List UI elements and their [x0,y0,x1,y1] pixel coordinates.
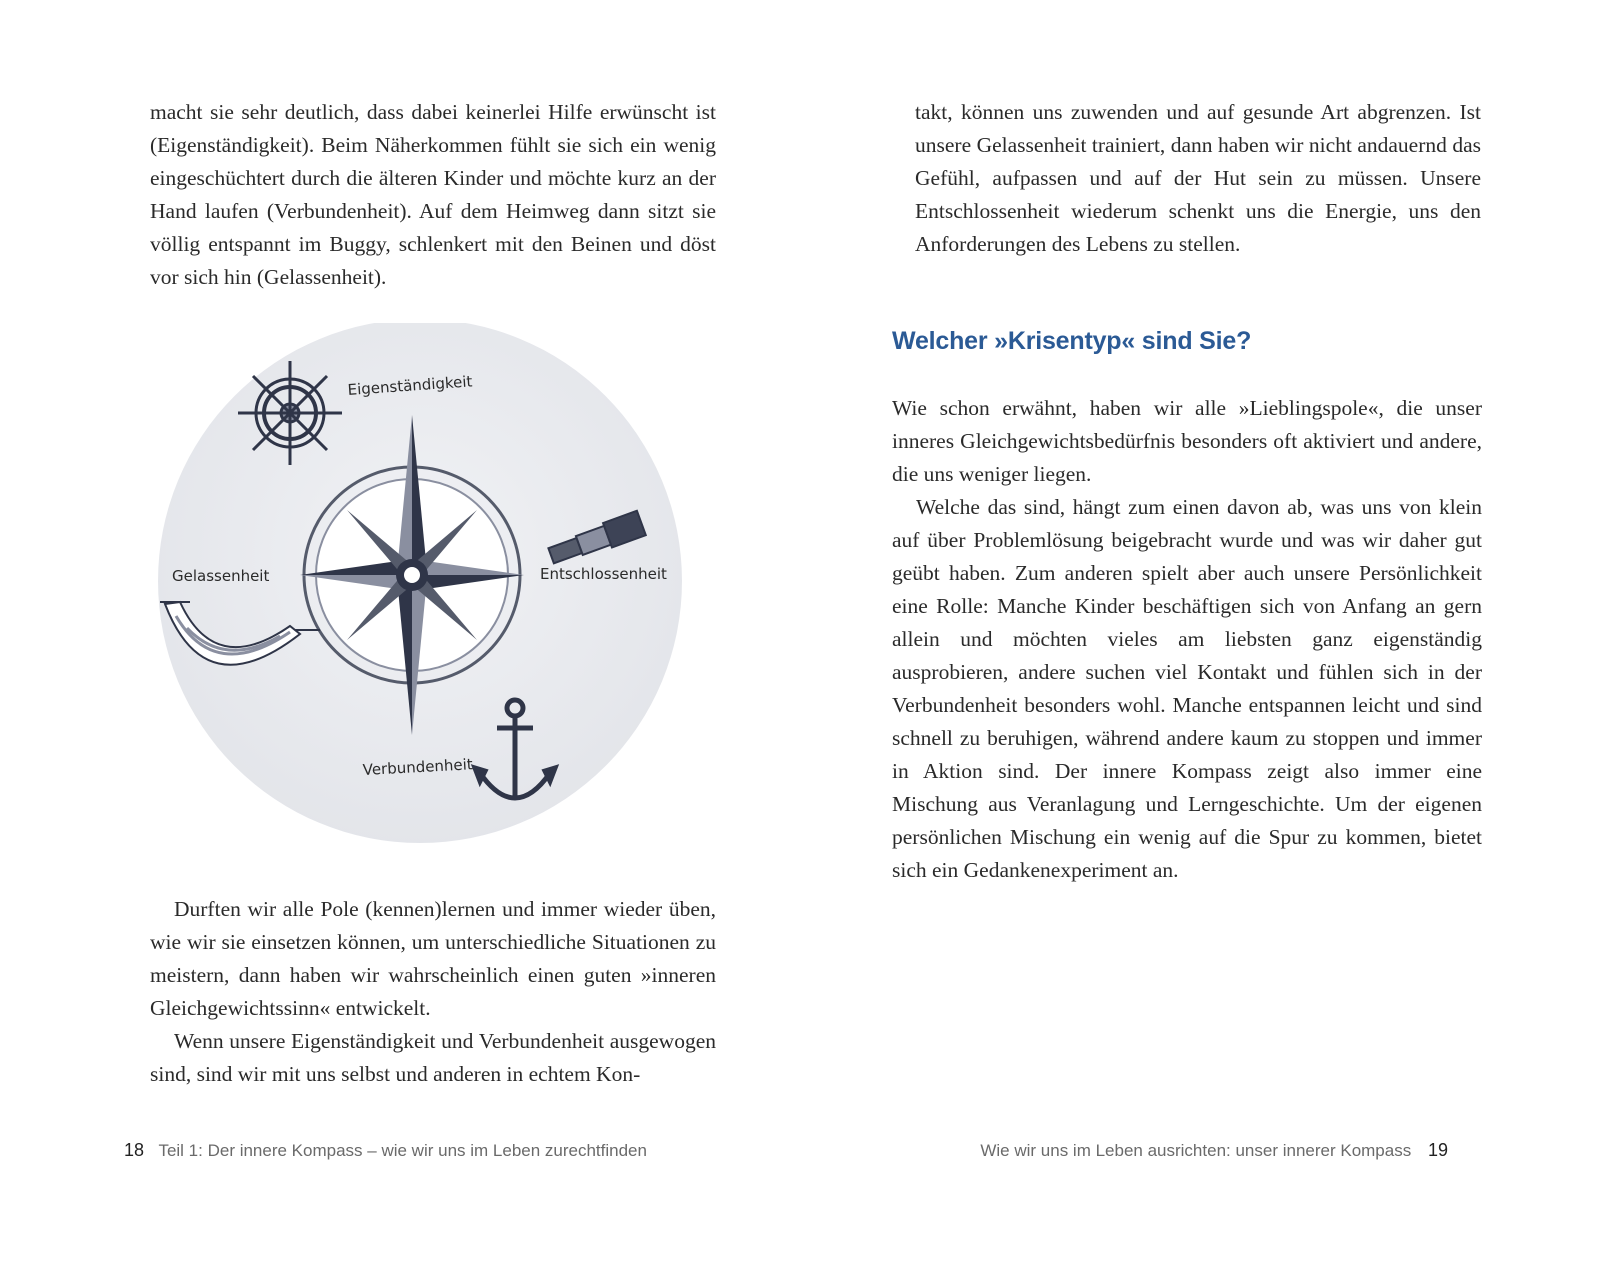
right-page [800,0,1600,1274]
running-title-left: Teil 1: Der innere Kompass – wie wir uns im Leben zurechtfinden [158,1141,647,1160]
right-paragraph-2: Welche das sind, hängt zum einen davon ab, was uns von klein auf über Problemlösung beigebracht wurde und was wir daher gut geübt haben. Zum anderen spielt aber auch unsere Persönlichkeit eine Rolle: Manche Kinder beschäftigen sich von Anfang an gern allein und möchten vieles am liebsten ganz eigenständig ausprobieren, andere suchen viel Kontakt und fühlen sich in der Verbundenheit besonders wohl. Manche entspannen leicht und sind schnell zu beruhigen, während andere kaum zu stoppen und immer in Aktion sind. Der innere Kompass zeigt also immer eine Mischung aus Veranlagung und Lerngeschichte. Um der eigenen persönlichen Mischung ein wenig auf die Spur zu kommen, bietet sich ein Gedankenexperiment an. [892,495,1482,882]
left-bottom-text [150,893,716,1091]
right-footer [980,1140,1448,1161]
page-number-right: 19 [1427,1140,1448,1160]
right-paragraph-1: Wie schon erwähnt, haben wir alle »Lieblingspole«, die unser inneres Gleichgewichtsbedürfnis besonders oft aktiviert und andere, die uns weniger liegen. [892,396,1482,486]
left-top-text [150,96,716,294]
right-main-text [892,392,1482,887]
compass-illustration [150,323,690,863]
left-top-paragraph: macht sie sehr deutlich, dass dabei keinerlei Hilfe erwünscht ist (Eigenständigkeit). Beim Näherkommen fühlt sie sich ein wenig eingeschüchtert durch die älteren Kinder und möchte kurz an der Hand laufen (Verbundenheit). Auf dem Heimweg dann sitzt sie völlig entspannt im Buggy, schlenkert mit den Beinen und döst vor sich hin (Gelassenheit). [150,100,716,289]
right-top-paragraph: takt, können uns zuwenden und auf gesunde Art abgrenzen. Ist unsere Gelassenheit trainiert, dann haben wir nicht andauernd das Gefühl, aufpassen und auf der Hut sein zu müssen. Unsere Entschlossenheit wiederum schenkt uns die Energie, uns den Anforderungen des Lebens zu stellen. [915,100,1481,256]
left-footer [124,1140,647,1161]
label-eigenstaendigkeit: Eigenständigkeit [347,372,473,399]
right-top-text [915,96,1481,261]
page-number-left: 18 [124,1140,145,1160]
running-title-right: Wie wir uns im Leben ausrichten: unser innerer Kompass [980,1141,1412,1160]
label-verbundenheit: Verbundenheit [362,755,474,779]
compass-figure [150,323,690,863]
section-heading: Welcher »Krisentyp« sind Sie? [892,327,1252,355]
label-entschlossenheit: Entschlossenheit [540,565,667,583]
left-paragraph-2: Durften wir alle Pole (kennen)lernen und immer wieder üben, wie wir sie einsetzen können, um unterschiedliche Situationen zu meistern, dann haben wir wahrscheinlich einen guten »inneren Gleichgewichtssinn« entwickelt. [150,897,716,1020]
left-paragraph-3: Wenn unsere Eigenständigkeit und Verbundenheit ausgewogen sind, sind wir mit uns selbst und anderen in echtem Kon- [150,1029,716,1086]
label-gelassenheit: Gelassenheit [172,567,270,585]
ship-wheel-icon [238,361,342,465]
